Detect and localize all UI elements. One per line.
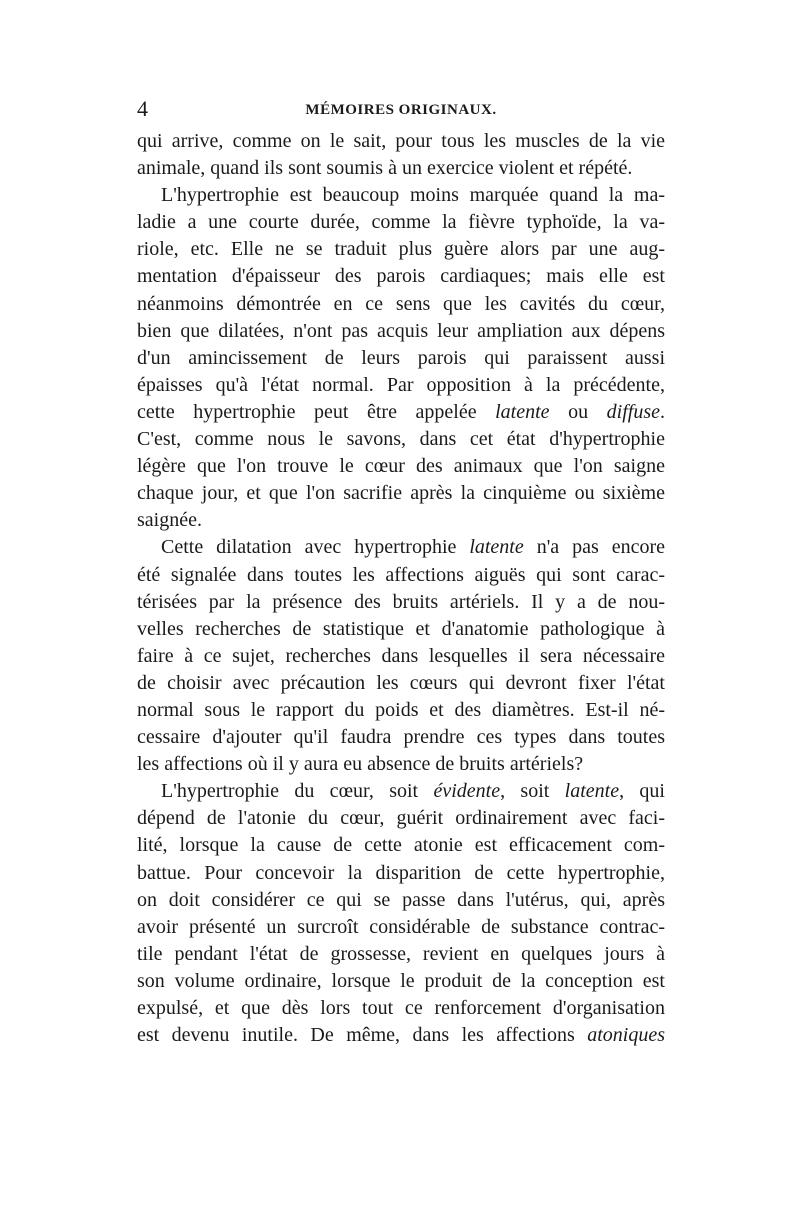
text-line: faire à ce sujet, recherches dans lesquelles il sera nécessaire (137, 644, 665, 667)
text-line: térisées par la présence des bruits artériels. Il y a de nou- (137, 590, 665, 613)
italic-term: latente (564, 780, 620, 803)
text-line: cette hypertrophie peut être appelée latente ou diffuse. (137, 400, 665, 423)
text-line: expulsé, et que dès lors tout ce renforcement d'organisation (137, 997, 665, 1019)
text-line: néanmoins démontrée en ce sens que les cavités du cœur, (137, 292, 665, 315)
text-line: les affections où il y aura eu absence de bruits artériels? (137, 753, 584, 776)
text-line: est devenu inutile. De même, dans les affections atoniques (137, 1024, 665, 1047)
text-line: animale, quand ils sont soumis à un exercice violent et répété. (137, 157, 633, 180)
running-title: MÉMOIRES ORIGINAUX. (305, 102, 497, 118)
italic-term: latente (495, 400, 550, 423)
text-line: normal sous le rapport du poids et des diamètres. Est-il né- (137, 698, 665, 721)
text-line: velles recherches de statistique et d'anatomie pathologique à (137, 617, 665, 640)
text-line: lité, lorsque la cause de cette atonie est efficacement com- (137, 834, 665, 857)
text-line: avoir présenté un surcroît considérable de substance contrac- (137, 915, 665, 938)
text-line: épaisses qu'à l'état normal. Par opposition à la précédente, (137, 373, 665, 396)
text-line: Cette dilatation avec hypertrophie latente n'a pas encore (161, 536, 665, 559)
text-line: L'hypertrophie du cœur, soit évidente, soit latente, qui (161, 780, 665, 803)
text-line: chaque jour, et que l'on sacrifie après la cinquième ou sixième (137, 482, 665, 505)
text-line: de choisir avec précaution les cœurs qui devront fixer l'état (137, 671, 665, 694)
text-line: dépend de l'atonie du cœur, guérit ordinairement avec faci- (137, 807, 665, 830)
italic-term: diffuse (606, 400, 660, 423)
text-line: d'un amincissement de leurs parois qui paraissent aussi (137, 346, 665, 369)
text-line: L'hypertrophie est beaucoup moins marquée quand la ma- (161, 184, 665, 207)
text-line: été signalée dans toutes les affections aiguës qui sont carac- (137, 563, 665, 586)
italic-term: latente (469, 536, 524, 559)
text-line: son volume ordinaire, lorsque le produit de la conception est (137, 969, 665, 992)
text-line: tile pendant l'état de grossesse, revient en quelques jours à (137, 942, 665, 965)
text-line: légère que l'on trouve le cœur des animaux que l'on saigne (137, 455, 665, 478)
italic-term: évidente (433, 780, 501, 803)
text-line: saignée. (137, 509, 202, 532)
italic-term: atoniques (587, 1024, 665, 1047)
text-line: riole, etc. Elle ne se traduit plus guère alors par une aug- (137, 238, 665, 261)
text-line: cessaire d'ajouter qu'il faudra prendre ces types dans toutes (137, 726, 665, 749)
page-header (137, 96, 665, 124)
text-line: battue. Pour concevoir la disparition de cette hypertrophie, (137, 861, 665, 884)
text-line: bien que dilatées, n'ont pas acquis leur ampliation aux dépens (137, 319, 665, 342)
page-number: 4 (137, 96, 148, 121)
text-line: mentation d'épaisseur des parois cardiaques; mais elle est (137, 265, 665, 288)
text-line: qui arrive, comme on le sait, pour tous les muscles de la vie (137, 130, 665, 152)
body-text (137, 128, 665, 1049)
text-line: on doit considérer ce qui se passe dans l'utérus, qui, après (137, 888, 665, 911)
text-line: ladie a une courte durée, comme la fièvre typhoïde, la va- (137, 211, 665, 234)
text-line: C'est, comme nous le savons, dans cet état d'hypertrophie (137, 428, 665, 451)
